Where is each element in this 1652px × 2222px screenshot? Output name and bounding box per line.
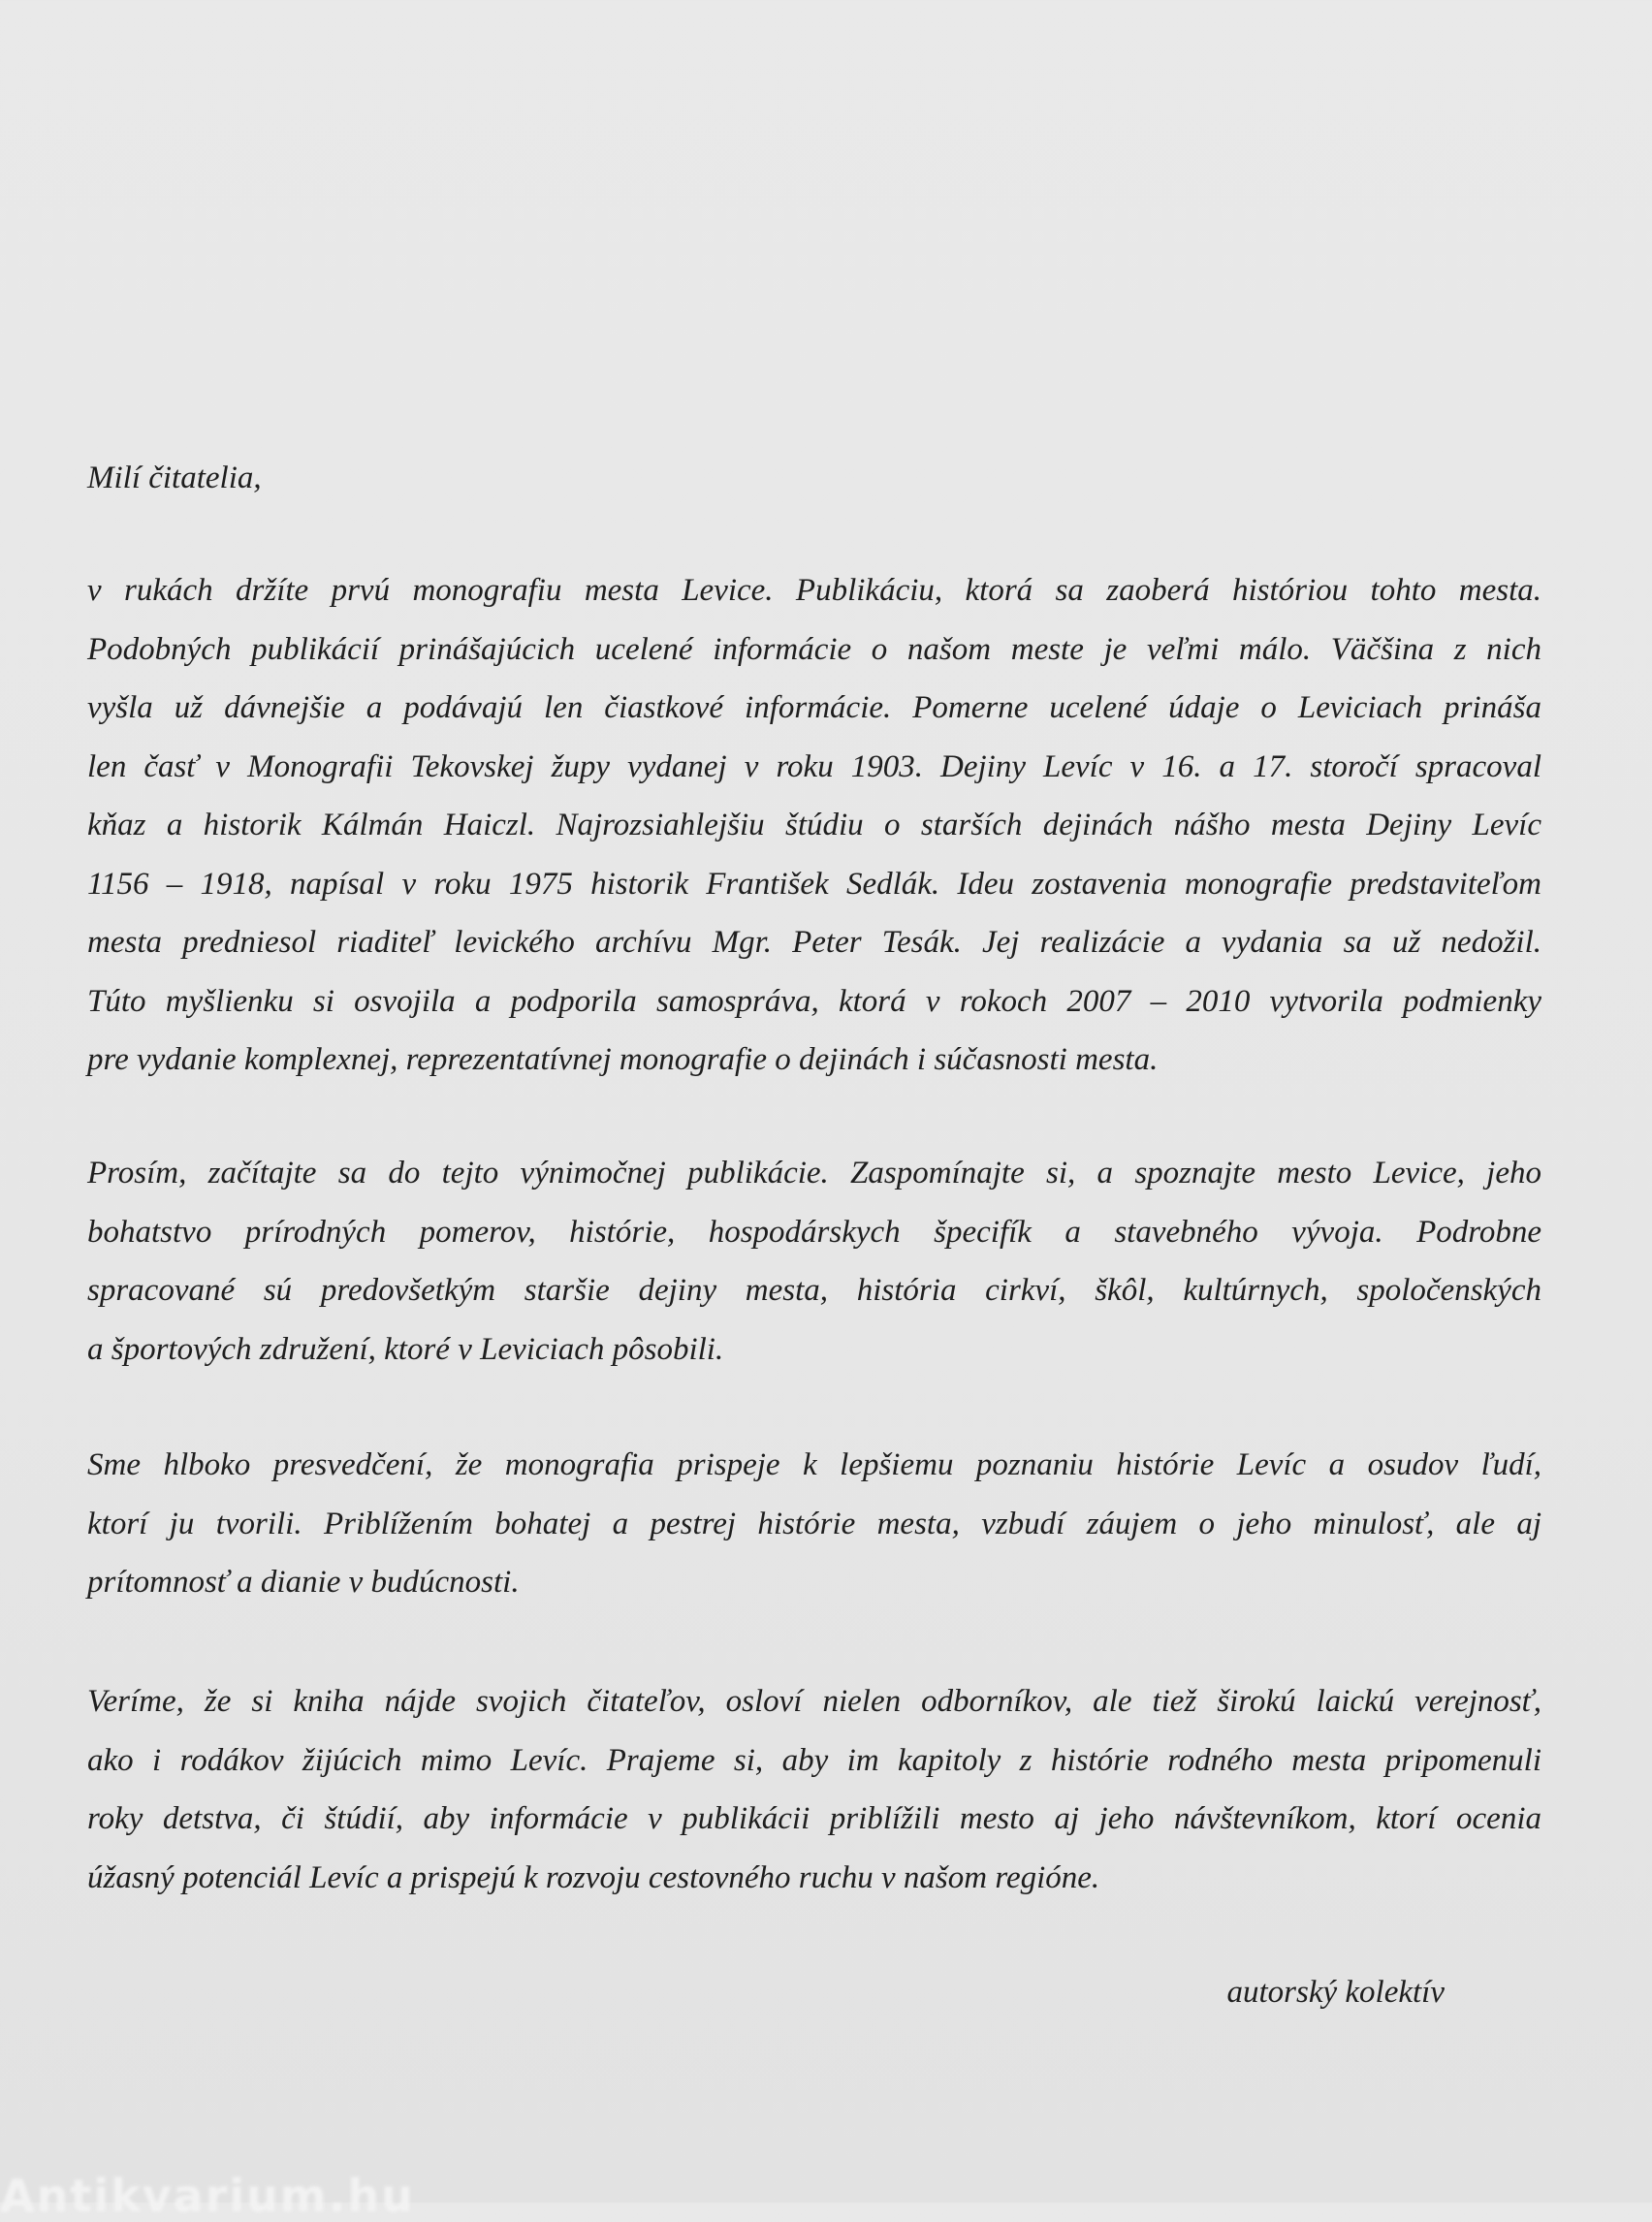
paragraph-4: [87, 1672, 1541, 1907]
text-line: ktorí ju tvorili. Priblížením bohatej a pestrej histórie mesta, vzbudí záujem o jeho minulosť, ale aj: [87, 1506, 1541, 1541]
text-line: úžasný potenciál Levíc a prispejú k rozvoju cestovného ruchu v našom regióne.: [87, 1859, 1100, 1895]
signature: autorský kolektív: [1226, 1975, 1445, 2010]
text-line: spracované sú predovšetkým staršie dejiny mesta, história cirkví, škôl, kultúrnych, spoločenských: [87, 1273, 1541, 1308]
text-line: 1156 – 1918, napísal v roku 1975 historik František Sedlák. Ideu zostavenia monografie predstaviteľom: [87, 866, 1541, 902]
text-line: v rukách držíte prvú monografiu mesta Levice. Publikáciu, ktorá sa zaoberá históriou tohto mesta.: [87, 573, 1541, 608]
text-line: len časť v Monografii Tekovskej župy vydanej v roku 1903. Dejiny Levíc v 16. a 17. storočí spracoval: [87, 748, 1541, 784]
text-line: ako i rodákov žijúcich mimo Levíc. Prajeme si, aby im kapitoly z histórie rodného mesta pripomenuli: [87, 1742, 1541, 1778]
text-line: mesta predniesol riaditeľ levického archívu Mgr. Peter Tesák. Jej realizácie a vydania sa už nedožil.: [87, 925, 1541, 960]
text-line: a športových združení, ktoré v Leviciach pôsobili.: [87, 1331, 724, 1367]
text-line: Túto myšlienku si osvojila a podporila samospráva, ktorá v rokoch 2007 – 2010 vytvorila podmienky: [87, 983, 1541, 1019]
text-line: vyšla už dávnejšie a podávajú len čiastkové informácie. Pomerne ucelené údaje o Leviciach prináša: [87, 690, 1541, 725]
paragraph-1: [87, 561, 1541, 1090]
paragraph-3: [87, 1436, 1541, 1612]
text-line: Prosím, začítajte sa do tejto výnimočnej publikácie. Zaspomínajte si, a spoznajte mesto Levice, jeho: [87, 1156, 1541, 1190]
greeting: Milí čitatelia,: [87, 460, 262, 495]
text-line: Podobných publikácií prinášajúcich ucelené informácie o našom meste je veľmi málo. Väčšina z nich: [87, 631, 1541, 667]
text-line: prítomnosť a dianie v budúcnosti.: [87, 1565, 520, 1600]
watermark: Antikvarium.hu: [0, 2170, 415, 2222]
text-line: bohatstvo prírodných pomerov, histórie, hospodárskych špecifík a stavebného vývoja. Podrobne: [87, 1214, 1541, 1250]
text-line: Sme hlboko presvedčení, že monografia prispeje k lepšiemu poznaniu histórie Levíc a osudov ľudí,: [87, 1447, 1541, 1482]
paragraph-2: [87, 1144, 1541, 1379]
text-line: pre vydanie komplexnej, reprezentatívnej monografie o dejinách i súčasnosti mesta.: [87, 1042, 1159, 1077]
text-line: kňaz a historik Kálmán Haiczl. Najrozsiahlejšiu štúdiu o starších dejinách nášho mesta Dejiny Levíc: [87, 808, 1541, 842]
text-line: Veríme, že si kniha nájde svojich čitateľov, osloví nielen odborníkov, ale tiež širokú laickú verejnosť,: [87, 1684, 1541, 1719]
text-line: roky detstva, či štúdií, aby informácie v publikácii priblížili mesto aj jeho návštevníkom, ktorí ocenia: [87, 1801, 1541, 1836]
